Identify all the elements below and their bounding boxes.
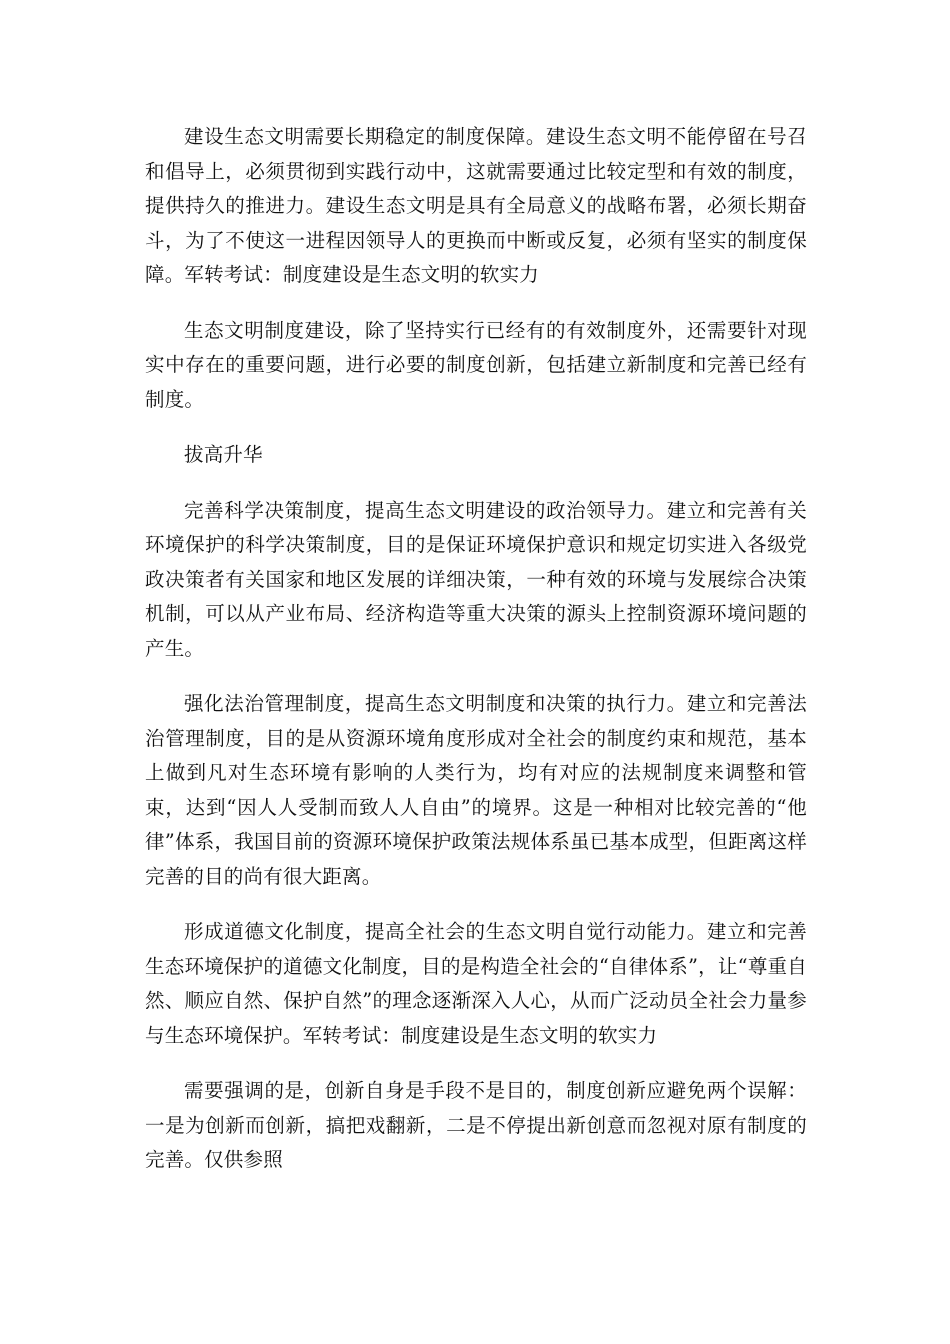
paragraph-institutional-innovation: 生态文明制度建设，除了坚持实行已经有的有效制度外，还需要针对现实中存在的重要问题，进行必要的制度创新，包括建立新制度和完善已经有制度。: [145, 318, 807, 411]
paragraph-scientific-decision: 完善科学决策制度，提高生态文明建设的政治领导力。建立和完善有关环境保护的科学决策制度，目的是保证环境保护意识和规定切实进入各级党政决策者有关国家和地区发展的详细决策，一种有效的环境与发展综合决策机制，可以从产业布局、经济构造等重大决策的源头上控制资源环境问题的产生。: [145, 498, 807, 660]
document-body: [145, 120, 807, 1199]
section-heading: 拔高升华: [184, 443, 263, 466]
paragraph-moral-culture: 形成道德文化制度，提高全社会的生态文明自觉行动能力。建立和完善生态环境保护的道德文化制度，目的是构造全社会的“自律体系”，让“尊重自然、顺应自然、保护自然”的理念逐渐深入人心，从而广泛动员全社会力量参与生态环境保护。军转考试：制度建设是生态文明的软实力: [145, 920, 807, 1047]
paragraph-rule-of-law: 强化法治管理制度，提高生态文明制度和决策的执行力。建立和完善法治管理制度，目的是从资源环境角度形成对全社会的制度约束和规范，基本上做到凡对生态环境有影响的人类行为，均有对应的法规制度来调整和管束，达到“因人人受制而致人人自由”的境界。这是一种相对比较完善的“他律”体系，我国目前的资源环境保护政策法规体系虽已基本成型，但距离这样完善的目的尚有很大距离。: [145, 692, 807, 888]
paragraph-institutional-guarantee: 建设生态文明需要长期稳定的制度保障。建设生态文明不能停留在号召和倡导上，必须贯彻到实践行动中，这就需要通过比较定型和有效的制度，提供持久的推进力。建设生态文明是具有全局意义的战略布署，必须长期奋斗，为了不使这一进程因领导人的更换而中断或反复，必须有坚实的制度保障。军转考试：制度建设是生态文明的软实力: [145, 125, 807, 286]
paragraph-conclusion: 需要强调的是，创新自身是手段不是目的，制度创新应避免两个误解：一是为创新而创新，搞把戏翻新，二是不停提出新创意而忽视对原有制度的完善。仅供参照: [145, 1079, 807, 1171]
